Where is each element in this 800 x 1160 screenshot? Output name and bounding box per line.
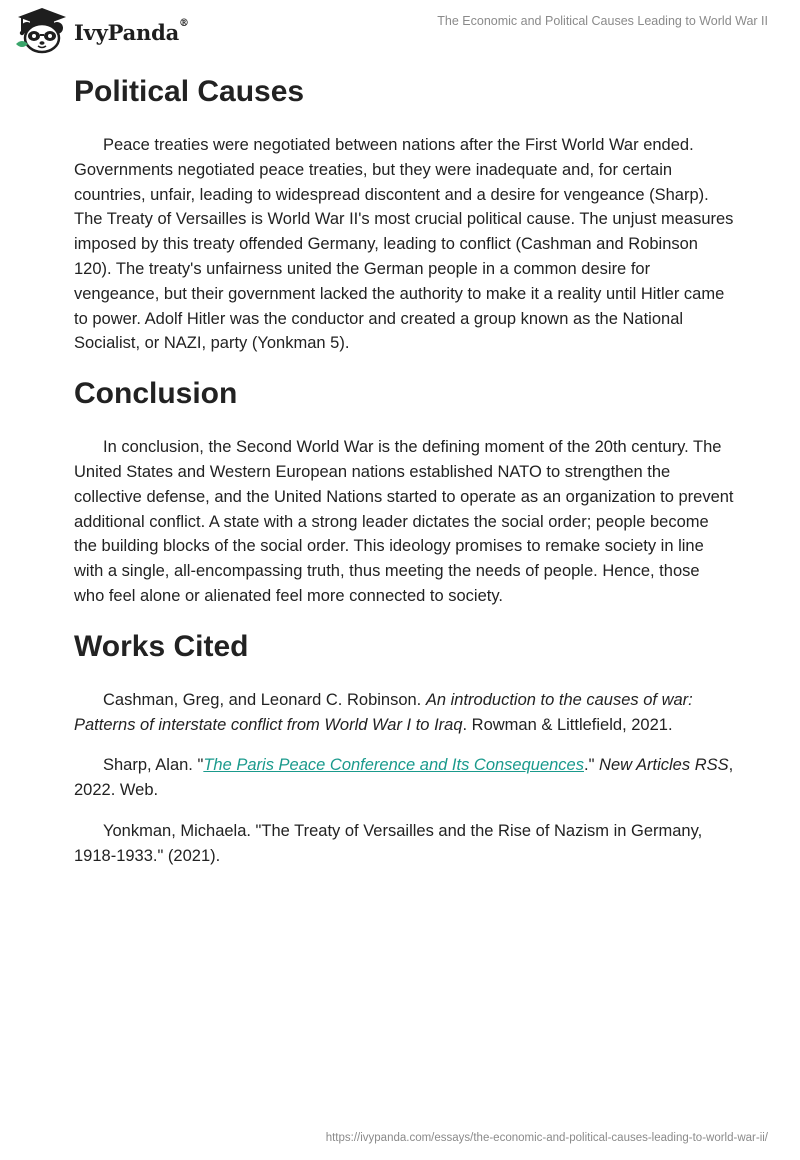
essay-content	[74, 72, 734, 885]
brand-name: IvyPanda®	[74, 17, 189, 45]
page-header	[0, 0, 800, 64]
registered-mark: ®	[179, 17, 189, 29]
citation-link[interactable]: The Paris Peace Conference and Its Consequences	[203, 756, 584, 775]
citation-entry: Sharp, Alan. "The Paris Peace Conference and Its Consequences." New Articles RSS, 2022. Web.	[74, 756, 734, 800]
section-paragraph: In conclusion, the Second World War is the defining moment of the 20th century. The United States and Western European nations established NATO to strengthen the collective defense, and the United Nations started to operate as an organization to prevent additional conflict. A state with a strong leader dictates the social order; people become the building blocks of the social order. This ideology promises to remake society in line with a single, all-encompassing truth, thus meeting the needs of people. Hence, those who feel alone or alienated feel more connected to society.	[74, 438, 734, 605]
section-paragraph: Peace treaties were negotiated between nations after the First World War ended. Governments negotiated peace treaties, but they were inadequate and, for certain countries, unfair, leading to widespread discontent and a desire for vengeance (Sharp). The Treaty of Versailles is World War II's most crucial political cause. The unjust measures imposed by this treaty offended Germany, leading to conflict (Cashman and Robinson 120). The treaty's unfairness united the German people in a common desire for vengeance, but their government lacked the authority to make it a reality until Hitler came to power. Adolf Hitler was the conductor and created a group known as the National Socialist, or NAZI, party (Yonkman 5).	[74, 136, 734, 353]
ivypanda-logo[interactable]	[14, 6, 189, 54]
panda-mascot-icon	[14, 6, 70, 54]
section-political-causes	[74, 72, 734, 356]
section-conclusion	[74, 374, 734, 609]
section-heading: Political Causes	[74, 75, 305, 108]
section-heading: Works Cited	[74, 629, 249, 663]
section-works-cited	[74, 627, 734, 869]
citation-entry: Yonkman, Michaela. "The Treaty of Versailles and the Rise of Nazism in Germany, 1918-1933." (2021).	[74, 821, 703, 865]
section-heading: Conclusion	[74, 377, 238, 411]
citation-entry: Cashman, Greg, and Leonard C. Robinson. An introduction to the causes of war: Patterns of interstate conflict from World War I to Iraq. Rowman & Littlefield, 2021.	[74, 690, 693, 734]
source-url[interactable]: https://ivypanda.com/essays/the-economic-and-political-causes-leading-to-world-war-ii/	[325, 1132, 768, 1144]
document-title: The Economic and Political Causes Leading to World War II	[437, 14, 768, 28]
